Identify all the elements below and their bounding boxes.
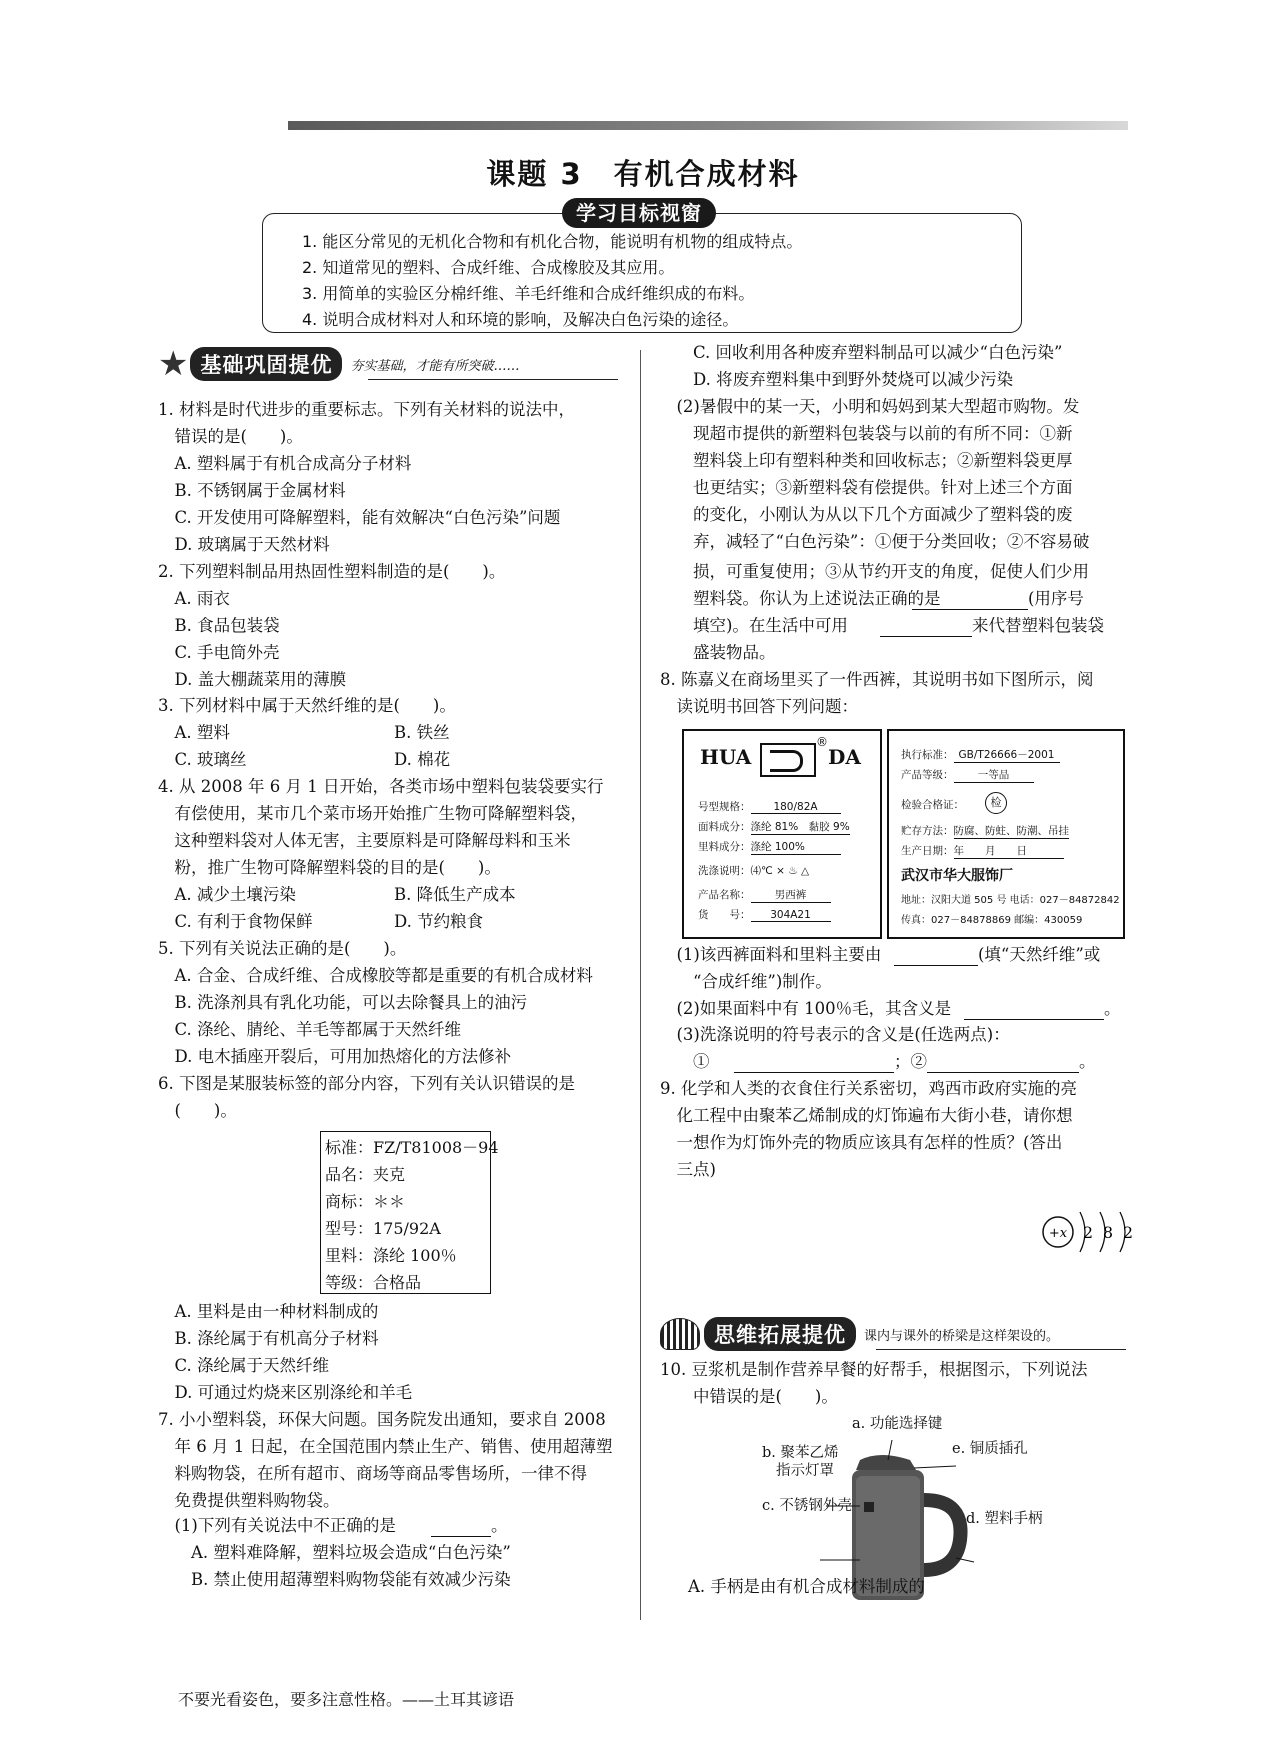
question-line: A. 合金、合成纤维、合成橡胶等都是重要的有机合成材料	[158, 966, 593, 985]
question-line: 6. 下图是某服装标签的部分内容，下列有关认识错误的是	[158, 1074, 575, 1093]
section-banner-extend	[660, 1316, 1126, 1352]
atom-shell-count: 8	[1102, 1223, 1114, 1242]
company-fax: 传真：027－84878869 邮编：430059	[901, 915, 1083, 926]
question-line: (1)该西裤面料和里料主要由	[660, 945, 882, 964]
question-line: D. 将废弃塑料集中到野外焚烧可以减少污染	[660, 370, 1014, 389]
goal-item: 3. 用简单的实验区分棉纤维、羊毛纤维和合成纤维织成的布料。	[302, 284, 755, 303]
option-text: D. 节约粮食	[394, 912, 484, 931]
inline-text: 来代替塑料包装袋	[972, 616, 1104, 635]
question-line: D. 玻璃属于天然材料	[158, 535, 330, 554]
tag-row: 生产日期：年 月 日	[901, 843, 1064, 859]
question-line: C. 回收利用各种废弃塑料制品可以减少“白色污染”	[660, 343, 1063, 362]
tag-panel-right	[887, 729, 1125, 939]
question-line: 年 6 月 1 日起，在全国范围内禁止生产、销售、使用超薄塑	[158, 1437, 613, 1456]
question-line: 10. 豆浆机是制作营养早餐的好帮手，根据图示，下列说法	[660, 1360, 1088, 1379]
figure-label: d. 塑料手柄	[966, 1511, 1043, 1527]
question-line: 1. 材料是时代进步的重要标志。下列有关材料的说法中，	[158, 400, 575, 419]
question-line: 中错误的是( )。	[660, 1387, 838, 1406]
clothing-label	[320, 1131, 499, 1294]
label-line: 标准：FZ/T81008－94	[325, 1138, 499, 1157]
question-line: 9. 化学和人类的衣食住行关系密切，鸡西市政府实施的亮	[660, 1079, 1077, 1098]
tag-row: 产品等级： 一等品	[901, 767, 1034, 783]
question-line: A. 雨衣	[158, 589, 230, 608]
tag-row: 检验合格证：	[901, 799, 964, 811]
question-line: (1)下列有关说法中不正确的是	[158, 1516, 396, 1535]
wash-symbols: 洗涤说明：⑷℃ ⨯ ♨ △	[698, 865, 810, 877]
question-line: C. 玻璃丝	[158, 750, 247, 769]
question-line: 免费提供塑料购物袋。	[158, 1491, 340, 1510]
question-line: ( )。	[158, 1101, 237, 1120]
label-line: 品名：夹克	[325, 1165, 406, 1184]
wash-icons: ⑷℃ ⨯ ♨ △	[750, 865, 810, 877]
answer-blank[interactable]	[912, 588, 1084, 610]
question-line: D. 盖大棚蔬菜用的薄膜	[158, 670, 347, 689]
registered-mark: ®	[816, 735, 828, 749]
atom-shell-count: 2	[1082, 1223, 1094, 1242]
figure-label: e. 铜质插孔	[952, 1441, 1028, 1457]
question-line: A. 塑料	[158, 723, 230, 742]
question-line: 有偿使用，某市几个菜市场开始推广生物可降解塑料袋，	[158, 804, 587, 823]
tag-row: 里料成分：涤纶 100%	[698, 839, 841, 855]
question-line: 三点)	[660, 1160, 716, 1179]
question-line: C. 涤纶、腈纶、羊毛等都属于天然纤维	[158, 1020, 462, 1039]
section-label: 基础巩固提优	[190, 347, 342, 381]
question-line: 盛装物品。	[660, 643, 776, 662]
label-line: 里料：涤纶 100％	[325, 1246, 457, 1265]
question-line: (2)暑假中的某一天，小明和妈妈到某大型超市购物。发	[660, 397, 1080, 416]
question-line: A. 减少土壤污染	[158, 885, 296, 904]
question-line: 5. 下列有关说法正确的是( )。	[158, 939, 407, 958]
section-banner-basic	[158, 346, 620, 382]
question-line: C. 手电筒外壳	[158, 643, 280, 662]
goal-item: 1. 能区分常见的无机化合物和有机化合物，能说明有机物的组成特点。	[302, 232, 803, 251]
question-line: 塑料袋。你认为上述说法正确的是	[660, 589, 941, 608]
answer-blank[interactable]	[880, 615, 1104, 637]
question-line: ①	[660, 1052, 710, 1071]
question-line: D. 电木插座开裂后，可用加热熔化的方法修补	[158, 1047, 512, 1066]
question-line: B. 涤纶属于有机高分子材料	[158, 1329, 379, 1348]
question-line: 7. 小小塑料袋，环保大问题。国务院发出通知，要求自 2008	[158, 1410, 606, 1429]
footer-quote: 不要光看姿色，要多注意性格。——土耳其谚语	[178, 1690, 515, 1709]
option-text: A. 手柄是由有机合成材料制成的	[688, 1577, 925, 1596]
label-line: 商标：＊＊	[325, 1192, 406, 1211]
atom-nucleus: +x	[1048, 1226, 1068, 1241]
header-rule	[288, 121, 1128, 130]
option-text: B. 铁丝	[394, 723, 450, 742]
figure-label: a. 功能选择键	[852, 1416, 943, 1432]
inline-text: (用序号	[1028, 589, 1084, 608]
tag-row: 号型规格： 180/82A	[698, 799, 841, 814]
question-line: 粉，推广生物可降解塑料袋的目的是( )。	[158, 858, 501, 877]
company-address: 地址：汉阳大道 505 号 电话：027－84872842	[901, 895, 1120, 906]
atom-shell-count: 2	[1122, 1223, 1134, 1242]
question-line: B. 食品包装袋	[158, 616, 280, 635]
answer-blank[interactable]: ；② 。	[734, 1051, 1096, 1073]
question-line: C. 开发使用可降解塑料，能有效解决“白色污染”问题	[158, 508, 561, 527]
question-line: 料购物袋，在所有超市、商场等商品零售场所，一律不得	[158, 1464, 587, 1483]
column-divider	[640, 350, 641, 1620]
tag-row: 产品名称： 男西裤	[698, 887, 831, 903]
answer-blank[interactable]	[894, 944, 1100, 966]
answer-blank[interactable]: 。	[431, 1515, 508, 1537]
label-line: 等级：合格品	[325, 1273, 422, 1292]
tag-panel-left	[682, 729, 882, 939]
star-icon: ★	[158, 344, 189, 384]
section-subtitle: 夯实基础，才能有所突破……	[350, 358, 520, 374]
question-line: C. 涤纶属于天然纤维	[158, 1356, 330, 1375]
inline-text: ；②	[894, 1052, 927, 1071]
question-line: 读说明书回答下列问题：	[660, 697, 858, 716]
question-line: “合成纤维”)制作。	[660, 972, 832, 991]
question-line: 损，可重复使用；③从节约开支的角度，促使人们少用	[660, 562, 1089, 581]
atom-structure-diagram	[1038, 1202, 1166, 1262]
page-title: 课题 3 有机合成材料	[486, 157, 800, 191]
option-text: D. 棉花	[394, 750, 451, 769]
question-line: 的变化，小刚认为从以下几个方面减少了塑料袋的废	[660, 505, 1073, 524]
question-line: B. 洗涤剂具有乳化功能，可以去除餐具上的油污	[158, 993, 528, 1012]
goal-item: 4. 说明合成材料对人和环境的影响，及解决白色污染的途径。	[302, 310, 739, 329]
question-line: 2. 下列塑料制品用热固性塑料制造的是( )。	[158, 562, 506, 581]
question-line: 化工程中由聚苯乙烯制成的灯饰遍布大街小巷，请你想	[660, 1106, 1073, 1125]
figure-label: 指示灯罩	[776, 1463, 834, 1479]
figure-label: c. 不锈钢外壳	[762, 1498, 852, 1514]
question-line: 错误的是( )。	[158, 427, 303, 446]
question-line: (3)洗涤说明的符号表示的含义是(任选两点)：	[660, 1025, 1010, 1044]
question-line: D. 可通过灼烧来区别涤纶和羊毛	[158, 1383, 413, 1402]
inspection-stamp: 检	[985, 792, 1007, 814]
question-line: 填空)。在生活中可用	[660, 616, 848, 635]
question-line: 4. 从 2008 年 6 月 1 日开始，各类市场中塑料包装袋要实行	[158, 777, 604, 796]
section-subtitle: 课内与课外的桥梁是这样架设的。	[864, 1328, 1060, 1344]
question-line: 3. 下列材料中属于天然纤维的是( )。	[158, 696, 456, 715]
figure-label: b. 聚苯乙烯	[762, 1445, 839, 1461]
question-line: B. 不锈钢属于金属材料	[158, 481, 346, 500]
question-line: 8. 陈嘉义在商场里买了一件西裤，其说明书如下图所示，阅	[660, 670, 1094, 689]
brand-logo-icon	[760, 743, 816, 777]
brand-text: DA	[828, 745, 861, 769]
question-line: C. 有利于食物保鲜	[158, 912, 313, 931]
question-line: 也更结实；③新塑料袋有偿提供。针对上述三个方面	[660, 478, 1073, 497]
banner-rule	[368, 379, 618, 380]
tag-row: 货 号： 304A21	[698, 907, 831, 922]
question-line: A. 塑料属于有机合成高分子材料	[158, 454, 412, 473]
tag-row: 面料成分：涤纶 81% 黏胶 9%	[698, 821, 850, 833]
shell-icon	[660, 1318, 700, 1350]
question-line: 这种塑料袋对人体无害，主要原料是可降解母料和玉米	[158, 831, 571, 850]
question-line: B. 禁止使用超薄塑料购物袋能有效减少污染	[158, 1570, 511, 1589]
question-line: 弃，减轻了“白色污染”：①便于分类回收；②不容易破	[660, 532, 1090, 551]
goals-label: 学习目标视窗	[562, 198, 716, 228]
goal-item: 2. 知道常见的塑料、合成纤维、合成橡胶及其应用。	[302, 258, 675, 277]
inline-text: (填“天然纤维”或	[978, 945, 1101, 964]
question-line: (2)如果面料中有 100％毛，其含义是	[660, 999, 952, 1018]
question-line: 现超市提供的新塑料包装袋与以前的有所不同：①新	[660, 424, 1073, 443]
option-text: B. 降低生产成本	[394, 885, 516, 904]
question-line: A. 塑料难降解，塑料垃圾会造成“白色污染”	[158, 1543, 511, 1562]
brand-text: HUA	[700, 745, 752, 769]
tag-row: 执行标准： GB/T26666－2001	[901, 747, 1060, 763]
question-line: A. 里料是由一种材料制成的	[158, 1302, 379, 1321]
banner-rule	[876, 1349, 1126, 1350]
answer-blank[interactable]: 。	[964, 998, 1121, 1020]
question-line: 塑料袋上印有塑料种类和回收标志；②新塑料袋更厚	[660, 451, 1073, 470]
question-line: 一想作为灯饰外壳的物质应该具有怎样的性质？(答出	[660, 1133, 1063, 1152]
company-name: 武汉市华大服饰厂	[901, 868, 1013, 884]
section-label: 思维拓展提优	[704, 1317, 856, 1351]
tag-row: 贮存方法：防腐、防蛀、防潮、吊挂	[901, 825, 1069, 837]
label-line: 型号：175/92A	[325, 1219, 441, 1238]
